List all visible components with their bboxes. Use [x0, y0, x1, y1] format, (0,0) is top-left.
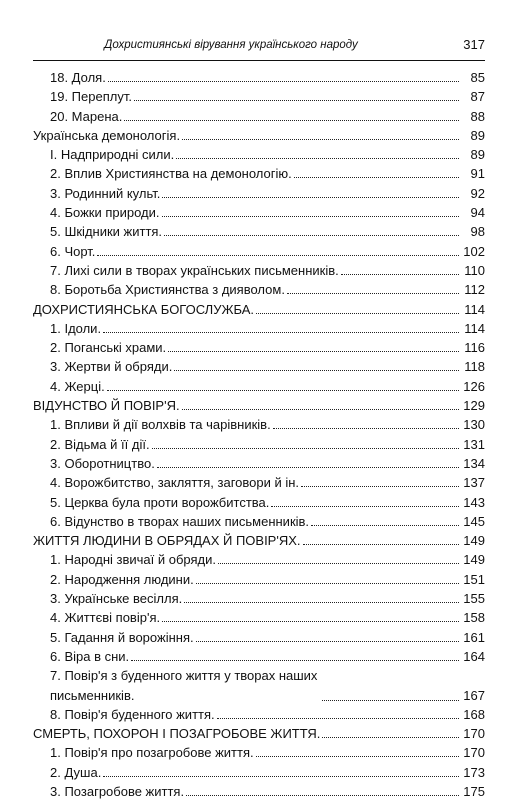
dot-leader: [294, 176, 459, 178]
toc-entry: [33, 493, 485, 512]
dot-leader: [162, 215, 460, 217]
toc-entry-title: 6. Відунство в творах наших письменників.: [50, 513, 310, 529]
toc-entry-title: 7. Повір'я з буденного життя у творах наших письменників.: [50, 668, 318, 703]
toc-entry-title: 19. Переплут.: [50, 89, 132, 105]
toc-entry: [33, 107, 485, 126]
dot-leader: [311, 524, 459, 526]
toc-entry-title: 4. Жерці.: [50, 378, 105, 394]
dot-leader: [164, 234, 459, 236]
toc-entry-page: 130: [463, 417, 485, 433]
toc-entry: [33, 203, 485, 222]
toc-entry-page: 158: [463, 610, 485, 626]
toc-entry-page: 92: [470, 185, 485, 201]
toc-entry: [33, 647, 485, 666]
dot-leader: [176, 157, 459, 159]
toc-entry-title: 2. Поганські храми.: [50, 340, 167, 356]
toc-entry-page: 89: [470, 127, 485, 143]
dot-leader: [287, 292, 459, 294]
toc-entry-title: 3. Українське весілля.: [50, 591, 183, 607]
toc-entry: [33, 435, 485, 454]
toc-entry-title: 2. Душа.: [50, 764, 102, 780]
toc-entry-page: 149: [463, 533, 485, 549]
dot-leader: [108, 80, 459, 82]
toc-entry-title: 1. Впливи й дії волхвів та чарівників.: [50, 417, 271, 433]
toc-entry: [33, 473, 485, 492]
toc-entry-title: 2. Відьма й її дії.: [50, 436, 150, 452]
dot-leader: [273, 427, 459, 429]
toc-entry-page: 170: [463, 745, 485, 761]
toc-entry-title: 6. Чорт.: [50, 243, 96, 259]
dot-leader: [107, 389, 459, 391]
toc-entry-title: 18. Доля.: [50, 70, 106, 85]
toc-entry-title: 8. Повір'я буденного життя.: [50, 706, 215, 722]
running-title: Дохристиянські вірування українського народу: [104, 39, 358, 51]
dot-leader: [157, 466, 459, 468]
toc-entry-title: І. Надприродні сили.: [50, 147, 175, 163]
toc-entry: [33, 164, 485, 183]
toc-entry-page: 137: [463, 475, 485, 491]
toc-entry-title: 1. Повір'я про позагробове життя.: [50, 745, 254, 761]
toc-entry-page: 87: [470, 89, 485, 105]
dot-leader: [184, 601, 459, 603]
dot-leader: [322, 699, 459, 701]
toc-entry: [33, 763, 485, 782]
toc-entry-title: 4. Життєві повір'я.: [50, 610, 161, 626]
page-number: 317: [463, 37, 485, 52]
toc-entry-page: 155: [463, 591, 485, 607]
toc-entry-page: 161: [463, 629, 485, 645]
dot-leader: [218, 562, 459, 564]
toc-entry: [33, 184, 485, 203]
toc-entry-page: 88: [470, 108, 485, 124]
toc-entry: [33, 512, 485, 531]
toc-entry-page: 151: [463, 571, 485, 587]
dot-leader: [341, 273, 459, 275]
dot-leader: [301, 485, 459, 487]
toc-entry-page: 170: [463, 726, 485, 742]
toc-entry-page: 110: [464, 262, 485, 278]
toc-entry-page: 134: [463, 455, 485, 471]
dot-leader: [103, 331, 459, 333]
dot-leader: [152, 447, 459, 449]
toc-entry-page: 85: [470, 70, 485, 85]
dot-leader: [217, 717, 459, 719]
dot-leader: [103, 775, 459, 777]
toc-entry-title: 7. Лихі сили в творах українських письменників.: [50, 262, 339, 278]
toc-entry: [33, 87, 485, 106]
toc-entry-title: 5. Шкідники життя.: [50, 224, 163, 240]
toc-entry-page: 129: [463, 398, 485, 414]
toc-entry: [33, 145, 485, 164]
toc-entry-title: 20. Марена.: [50, 108, 123, 124]
toc-entry: [33, 608, 485, 627]
toc-entry-page: 91: [470, 166, 485, 182]
toc-entry: [33, 415, 485, 434]
toc-entry-page: 149: [463, 552, 485, 568]
toc-entry-page: 114: [464, 320, 485, 336]
toc-entry-page: 131: [463, 436, 485, 452]
toc-entry-page: 173: [463, 764, 485, 780]
toc-section-entry: [33, 724, 485, 743]
toc-entry-page: 145: [463, 513, 485, 529]
toc-entry: [33, 570, 485, 589]
toc-entry-page: 89: [470, 147, 485, 163]
toc-entry-page: 168: [463, 706, 485, 722]
toc-entry-title: 4. Ворожбитство, закляття, заговори й ін.: [50, 475, 300, 491]
dot-leader: [162, 620, 459, 622]
header-rule: [33, 60, 485, 61]
dot-leader: [271, 505, 459, 507]
dot-leader: [256, 755, 459, 757]
toc-entry-page: 114: [464, 301, 485, 317]
toc-entry-title: 5. Гадання й ворожіння.: [50, 629, 194, 645]
toc-entry: [33, 319, 485, 338]
toc-entry-title: 3. Родинний культ.: [50, 185, 161, 201]
toc-entry-title: ЖИТТЯ ЛЮДИНИ В ОБРЯДАХ Й ПОВІР'ЯХ.: [33, 533, 301, 549]
dot-leader: [131, 659, 459, 661]
toc-entry: [33, 628, 485, 647]
dot-leader: [303, 543, 459, 545]
toc-entry-title: 5. Церква була проти ворожбитства.: [50, 494, 270, 510]
toc-entry: [33, 705, 485, 724]
toc-entry-title: 2. Народження людини.: [50, 571, 194, 587]
toc-entry-page: 102: [463, 243, 485, 259]
toc-entry-title: 8. Боротьба Християнства з дияволом.: [50, 282, 285, 298]
toc-entry-page: 94: [470, 205, 485, 221]
toc-entry-title: ДОХРИСТИЯНСЬКА БОГОСЛУЖБА.: [33, 301, 255, 317]
toc-entry-title: 2. Вплив Християнства на демонологію.: [50, 166, 292, 182]
toc-entry: [33, 666, 485, 705]
toc-entry: [33, 338, 485, 357]
toc-entry: [33, 743, 485, 762]
page-header: [0, 37, 517, 57]
toc-entry-page: 126: [463, 378, 485, 394]
dot-leader: [97, 254, 459, 256]
toc-section-entry: [33, 300, 485, 319]
toc-entry: [33, 280, 485, 299]
toc-entry: [33, 357, 485, 376]
toc-section-entry: [33, 126, 485, 145]
toc-entry-title: СМЕРТЬ, ПОХОРОН І ПОЗАГРОБОВЕ ЖИТТЯ.: [33, 726, 321, 742]
toc-entry-page: 164: [463, 648, 485, 664]
toc-entry-title: 1. Ідоли.: [50, 320, 102, 336]
toc-entry-page: 112: [464, 282, 485, 298]
toc-entry-page: 118: [464, 359, 485, 375]
dot-leader: [168, 350, 459, 352]
toc-entry: [33, 550, 485, 569]
toc-section-entry: [33, 531, 485, 550]
toc-entry-page: 116: [464, 340, 485, 356]
toc-entry-page: 167: [463, 687, 485, 703]
dot-leader: [196, 640, 459, 642]
toc-entry: [33, 589, 485, 608]
toc-entry: [33, 68, 485, 87]
dot-leader: [196, 582, 459, 584]
table-of-contents: [33, 68, 485, 801]
dot-leader: [322, 736, 459, 738]
toc-entry-title: 3. Оборотництво.: [50, 455, 155, 471]
dot-leader: [162, 196, 459, 198]
toc-entry-title: 1. Народні звичаї й обряди.: [50, 552, 216, 568]
toc-entry-page: 98: [470, 224, 485, 240]
toc-entry: [33, 261, 485, 280]
dot-leader: [182, 408, 459, 410]
toc-entry: [33, 242, 485, 261]
dot-leader: [186, 794, 459, 796]
toc-entry: [33, 222, 485, 241]
toc-entry-page: 143: [463, 494, 485, 510]
toc-entry-title: ВІДУНСТВО Й ПОВІР'Я.: [33, 398, 180, 414]
dot-leader: [134, 99, 459, 101]
toc-entry-title: 3. Позагробове життя.: [50, 783, 185, 799]
toc-entry-title: 4. Божки природи.: [50, 205, 160, 221]
toc-entry-title: Українська демонологія.: [33, 127, 181, 143]
toc-entry-page: 175: [463, 783, 485, 799]
toc-entry: [33, 454, 485, 473]
dot-leader: [174, 369, 459, 371]
toc-entry: [33, 377, 485, 396]
toc-section-entry: [33, 396, 485, 415]
toc-entry-title: 3. Жертви й обряди.: [50, 359, 173, 375]
dot-leader: [182, 138, 459, 140]
toc-entry-title: 6. Віра в сни.: [50, 648, 130, 664]
dot-leader: [124, 119, 459, 121]
dot-leader: [256, 312, 459, 314]
